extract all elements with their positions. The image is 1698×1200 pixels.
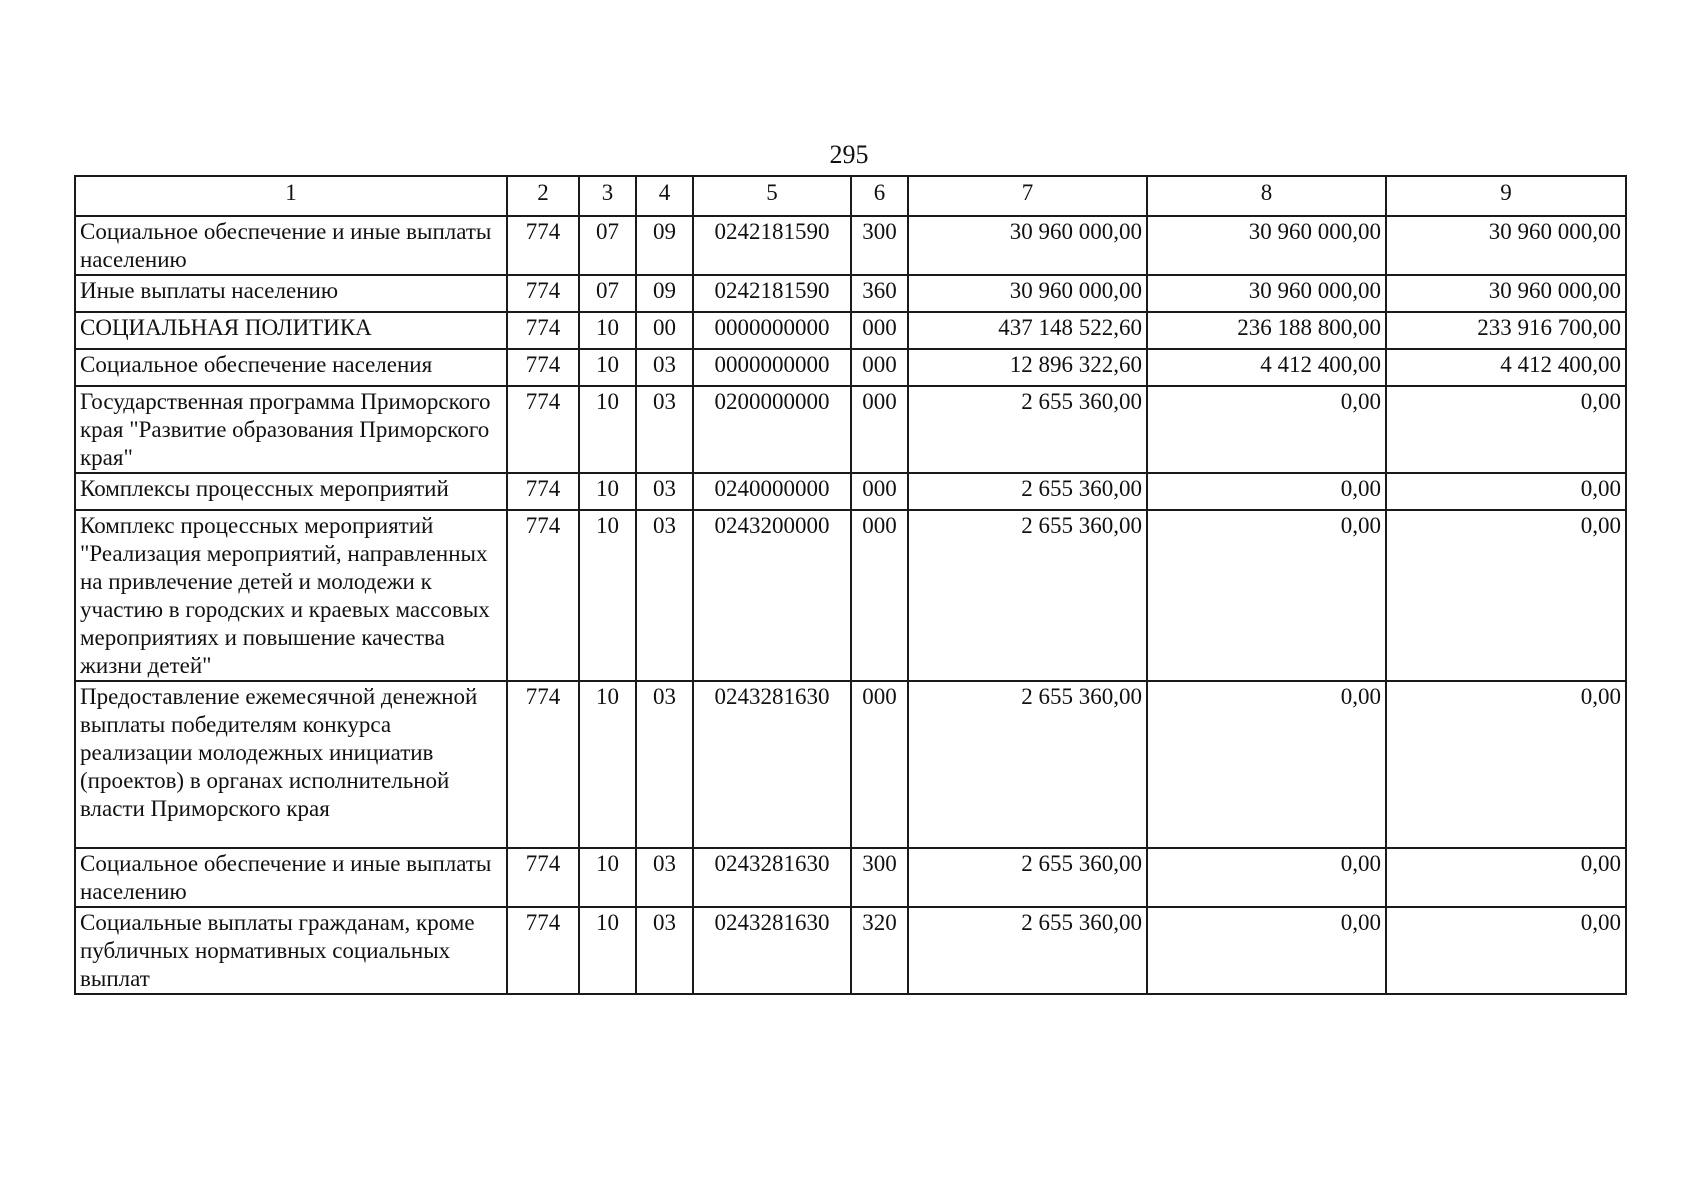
table-row [75, 386, 1626, 473]
cell-col-6: 000 [851, 510, 908, 681]
row-name: Иные выплаты населению [75, 275, 507, 312]
cell-col-6: 320 [851, 907, 908, 994]
cell-col-4: 03 [636, 386, 693, 473]
amount-col-9: 0,00 [1386, 386, 1626, 473]
table-row [75, 275, 1626, 312]
cell-col-4: 00 [636, 312, 693, 349]
column-header-5: 5 [693, 176, 851, 216]
amount-col-7: 30 960 000,00 [908, 216, 1147, 275]
table-row [75, 681, 1626, 848]
amount-col-7: 2 655 360,00 [908, 848, 1147, 907]
cell-col-5: 0242181590 [693, 216, 851, 275]
cell-col-3: 07 [579, 275, 636, 312]
amount-col-9: 0,00 [1386, 473, 1626, 510]
cell-col-3: 10 [579, 312, 636, 349]
row-name: Социальное обеспечение и иные выплаты населению [75, 848, 507, 907]
column-header-8: 8 [1147, 176, 1386, 216]
cell-col-5: 0242181590 [693, 275, 851, 312]
cell-col-4: 03 [636, 473, 693, 510]
cell-col-2: 774 [507, 275, 579, 312]
amount-col-8: 0,00 [1147, 510, 1386, 681]
row-name: Предоставление ежемесячной денежной выплаты победителям конкурса реализации молодежных инициатив (проектов) в органах исполнительной власти Приморского края [75, 681, 507, 848]
amount-col-9: 30 960 000,00 [1386, 275, 1626, 312]
cell-col-5: 0000000000 [693, 349, 851, 386]
cell-col-4: 03 [636, 349, 693, 386]
cell-col-2: 774 [507, 216, 579, 275]
amount-col-7: 2 655 360,00 [908, 681, 1147, 848]
row-name: Комплексы процессных мероприятий [75, 473, 507, 510]
row-name: Государственная программа Приморского края "Развитие образования Приморского края" [75, 386, 507, 473]
table-header-row [75, 176, 1626, 216]
table-row [75, 216, 1626, 275]
cell-col-5: 0243200000 [693, 510, 851, 681]
amount-col-7: 2 655 360,00 [908, 386, 1147, 473]
amount-col-7: 2 655 360,00 [908, 510, 1147, 681]
amount-col-9: 0,00 [1386, 907, 1626, 994]
amount-col-8: 236 188 800,00 [1147, 312, 1386, 349]
amount-col-7: 2 655 360,00 [908, 473, 1147, 510]
cell-col-2: 774 [507, 386, 579, 473]
cell-col-6: 300 [851, 216, 908, 275]
cell-col-5: 0243281630 [693, 681, 851, 848]
column-header-3: 3 [579, 176, 636, 216]
cell-col-4: 03 [636, 848, 693, 907]
amount-col-9: 0,00 [1386, 510, 1626, 681]
cell-col-2: 774 [507, 510, 579, 681]
cell-col-4: 03 [636, 907, 693, 994]
cell-col-3: 07 [579, 216, 636, 275]
amount-col-7: 437 148 522,60 [908, 312, 1147, 349]
cell-col-3: 10 [579, 386, 636, 473]
table-row [75, 312, 1626, 349]
cell-col-4: 09 [636, 275, 693, 312]
cell-col-2: 774 [507, 349, 579, 386]
cell-col-5: 0243281630 [693, 907, 851, 994]
amount-col-8: 0,00 [1147, 848, 1386, 907]
table-row [75, 473, 1626, 510]
amount-col-8: 30 960 000,00 [1147, 275, 1386, 312]
cell-col-2: 774 [507, 681, 579, 848]
amount-col-7: 30 960 000,00 [908, 275, 1147, 312]
cell-col-3: 10 [579, 848, 636, 907]
cell-col-2: 774 [507, 907, 579, 994]
cell-col-2: 774 [507, 473, 579, 510]
amount-col-9: 0,00 [1386, 681, 1626, 848]
column-header-6: 6 [851, 176, 908, 216]
cell-col-6: 000 [851, 681, 908, 848]
row-name: Социальное обеспечение населения [75, 349, 507, 386]
cell-col-3: 10 [579, 681, 636, 848]
amount-col-7: 12 896 322,60 [908, 349, 1147, 386]
cell-col-6: 300 [851, 848, 908, 907]
cell-col-4: 03 [636, 510, 693, 681]
amount-col-8: 0,00 [1147, 386, 1386, 473]
cell-col-3: 10 [579, 510, 636, 681]
row-name: Социальные выплаты гражданам, кроме публичных нормативных социальных выплат [75, 907, 507, 994]
cell-col-2: 774 [507, 848, 579, 907]
cell-col-4: 03 [636, 681, 693, 848]
amount-col-8: 0,00 [1147, 473, 1386, 510]
cell-col-6: 000 [851, 473, 908, 510]
cell-col-5: 0243281630 [693, 848, 851, 907]
table-row [75, 510, 1626, 681]
amount-col-7: 2 655 360,00 [908, 907, 1147, 994]
column-header-9: 9 [1386, 176, 1626, 216]
row-name: СОЦИАЛЬНАЯ ПОЛИТИКА [75, 312, 507, 349]
table-row [75, 907, 1626, 994]
column-header-7: 7 [908, 176, 1147, 216]
cell-col-6: 000 [851, 386, 908, 473]
cell-col-2: 774 [507, 312, 579, 349]
column-header-2: 2 [507, 176, 579, 216]
cell-col-3: 10 [579, 473, 636, 510]
column-header-1: 1 [75, 176, 507, 216]
amount-col-9: 4 412 400,00 [1386, 349, 1626, 386]
page-number: 295 [829, 140, 869, 169]
amount-col-9: 233 916 700,00 [1386, 312, 1626, 349]
row-name: Социальное обеспечение и иные выплаты населению [75, 216, 507, 275]
table-row [75, 349, 1626, 386]
amount-col-8: 0,00 [1147, 681, 1386, 848]
cell-col-4: 09 [636, 216, 693, 275]
budget-table [74, 175, 1627, 995]
cell-col-3: 10 [579, 349, 636, 386]
amount-col-8: 4 412 400,00 [1147, 349, 1386, 386]
cell-col-5: 0200000000 [693, 386, 851, 473]
table-row [75, 848, 1626, 907]
cell-col-6: 000 [851, 312, 908, 349]
row-name: Комплекс процессных мероприятий "Реализация мероприятий, направленных на привлечение детей и молодежи к участию в городских и краевых массовых мероприятиях и повышение качества жизни детей" [75, 510, 507, 681]
cell-col-5: 0000000000 [693, 312, 851, 349]
amount-col-8: 30 960 000,00 [1147, 216, 1386, 275]
column-header-4: 4 [636, 176, 693, 216]
cell-col-6: 000 [851, 349, 908, 386]
amount-col-9: 30 960 000,00 [1386, 216, 1626, 275]
amount-col-8: 0,00 [1147, 907, 1386, 994]
cell-col-6: 360 [851, 275, 908, 312]
cell-col-5: 0240000000 [693, 473, 851, 510]
cell-col-3: 10 [579, 907, 636, 994]
amount-col-9: 0,00 [1386, 848, 1626, 907]
